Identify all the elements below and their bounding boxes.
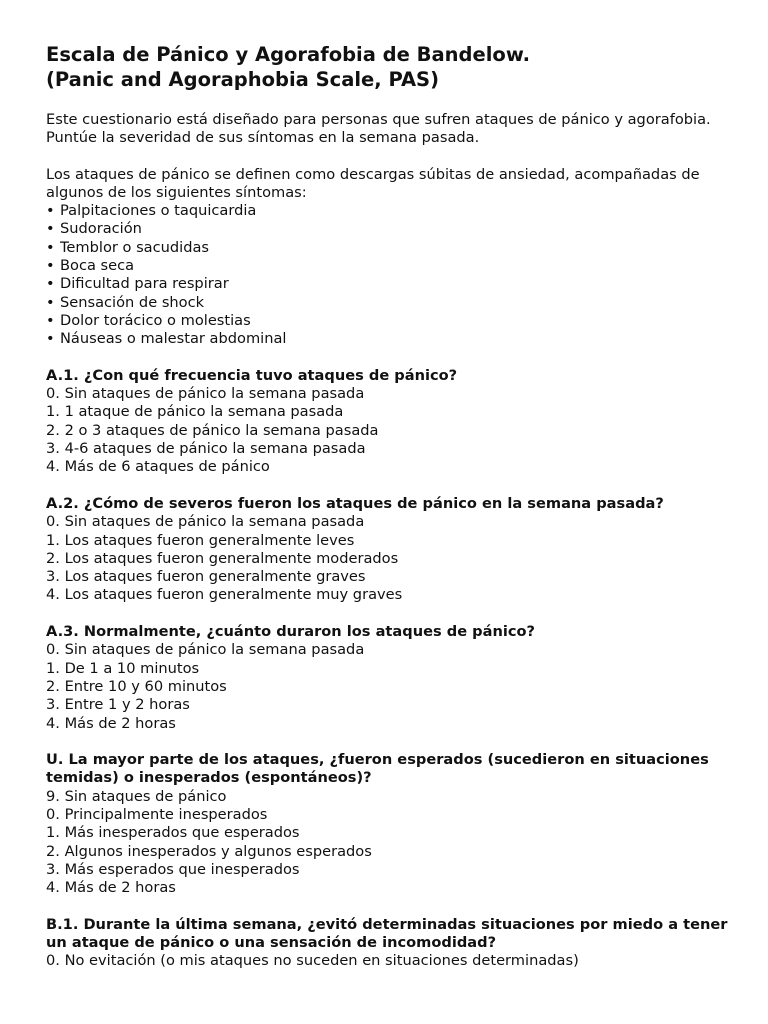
question-block <box>46 916 736 971</box>
answer-option: 0. Sin ataques de pánico la semana pasada <box>46 641 365 659</box>
answer-option: 3. Los ataques fueron generalmente graves <box>46 568 366 586</box>
question-title: A.1. ¿Con qué frecuencia tuvo ataques de pánico? <box>46 366 458 384</box>
question-block <box>46 623 736 733</box>
bullet-glyph: • <box>46 293 55 311</box>
symptom-text: Sudoración <box>60 220 142 238</box>
answer-option: 4. Más de 2 horas <box>46 714 176 732</box>
symptom-item <box>46 257 736 275</box>
option-list <box>46 952 736 970</box>
option-list <box>46 385 736 476</box>
title-line-1: Escala de Pánico y Agorafobia de Bandelow. <box>46 43 530 66</box>
symptom-item <box>46 202 736 220</box>
symptom-item <box>46 294 736 312</box>
question-title: A.2. ¿Cómo de severos fueron los ataques de pánico en la semana pasada? <box>46 494 664 512</box>
symptom-item <box>46 312 736 330</box>
definition-paragraph: Los ataques de pánico se definen como descargas súbitas de ansiedad, acompañadas de algunos de los siguientes síntomas: <box>46 165 700 201</box>
document-title <box>46 42 736 92</box>
answer-option: 0. No evitación (o mis ataques no suceden en situaciones determinadas) <box>46 952 579 970</box>
answer-option: 4. Más de 6 ataques de pánico <box>46 458 270 476</box>
symptom-text: Náuseas o malestar abdominal <box>60 330 287 348</box>
option-list <box>46 788 736 898</box>
symptom-item <box>46 330 736 348</box>
answer-option: 4. Más de 2 horas <box>46 879 176 897</box>
answer-option: 1. De 1 a 10 minutos <box>46 659 200 677</box>
answer-option: 3. 4-6 ataques de pánico la semana pasada <box>46 440 366 458</box>
intro-paragraph: Este cuestionario está diseñado para personas que sufren ataques de pánico y agorafobia. Puntúe la severidad de sus síntomas en la semana pasada. <box>46 111 711 147</box>
symptom-text: Palpitaciones o taquicardia <box>60 202 257 220</box>
answer-option: 3. Más esperados que inesperados <box>46 860 300 878</box>
symptom-list <box>46 202 736 348</box>
answer-option: 2. Los ataques fueron generalmente moderados <box>46 549 399 567</box>
answer-option: 1. 1 ataque de pánico la semana pasada <box>46 403 344 421</box>
document-page <box>46 42 736 971</box>
symptom-text: Boca seca <box>60 257 135 275</box>
bullet-glyph: • <box>46 330 55 348</box>
question-title: U. La mayor parte de los ataques, ¿fueron esperados (sucedieron en situaciones temidas) o inesperados (espontáneos)? <box>46 751 709 787</box>
answer-option: 9. Sin ataques de pánico <box>46 787 227 805</box>
answer-option: 2. Entre 10 y 60 minutos <box>46 677 227 695</box>
answer-option: 2. 2 o 3 ataques de pánico la semana pasada <box>46 421 379 439</box>
symptom-item <box>46 220 736 238</box>
symptom-item <box>46 239 736 257</box>
bullet-glyph: • <box>46 238 55 256</box>
answer-option: 3. Entre 1 y 2 horas <box>46 696 190 714</box>
bullet-glyph: • <box>46 275 55 293</box>
answer-option: 1. Más inesperados que esperados <box>46 824 300 842</box>
answer-option: 1. Los ataques fueron generalmente leves <box>46 531 355 549</box>
answer-option: 0. Sin ataques de pánico la semana pasada <box>46 385 365 403</box>
answer-option: 2. Algunos inesperados y algunos esperados <box>46 842 372 860</box>
bullet-glyph: • <box>46 257 55 275</box>
question-list <box>46 367 736 971</box>
symptom-text: Sensación de shock <box>60 293 205 311</box>
option-list <box>46 513 736 604</box>
symptom-text: Temblor o sacudidas <box>60 238 210 256</box>
bullet-glyph: • <box>46 202 55 220</box>
question-block <box>46 751 736 897</box>
bullet-glyph: • <box>46 220 55 238</box>
option-list <box>46 641 736 732</box>
answer-option: 4. Los ataques fueron generalmente muy graves <box>46 586 403 604</box>
question-block <box>46 367 736 477</box>
answer-option: 0. Principalmente inesperados <box>46 805 268 823</box>
symptom-item <box>46 275 736 293</box>
title-line-2: (Panic and Agoraphobia Scale, PAS) <box>46 68 440 91</box>
question-title: A.3. Normalmente, ¿cuánto duraron los ataques de pánico? <box>46 623 535 641</box>
question-title: B.1. Durante la última semana, ¿evitó determinadas situaciones por miedo a tener un ataque de pánico o una sensación de incomodidad? <box>46 915 728 952</box>
symptom-text: Dificultad para respirar <box>60 275 229 293</box>
bullet-glyph: • <box>46 311 55 329</box>
answer-option: 0. Sin ataques de pánico la semana pasada <box>46 513 365 531</box>
question-block <box>46 495 736 605</box>
symptom-text: Dolor torácico o molestias <box>60 311 251 329</box>
